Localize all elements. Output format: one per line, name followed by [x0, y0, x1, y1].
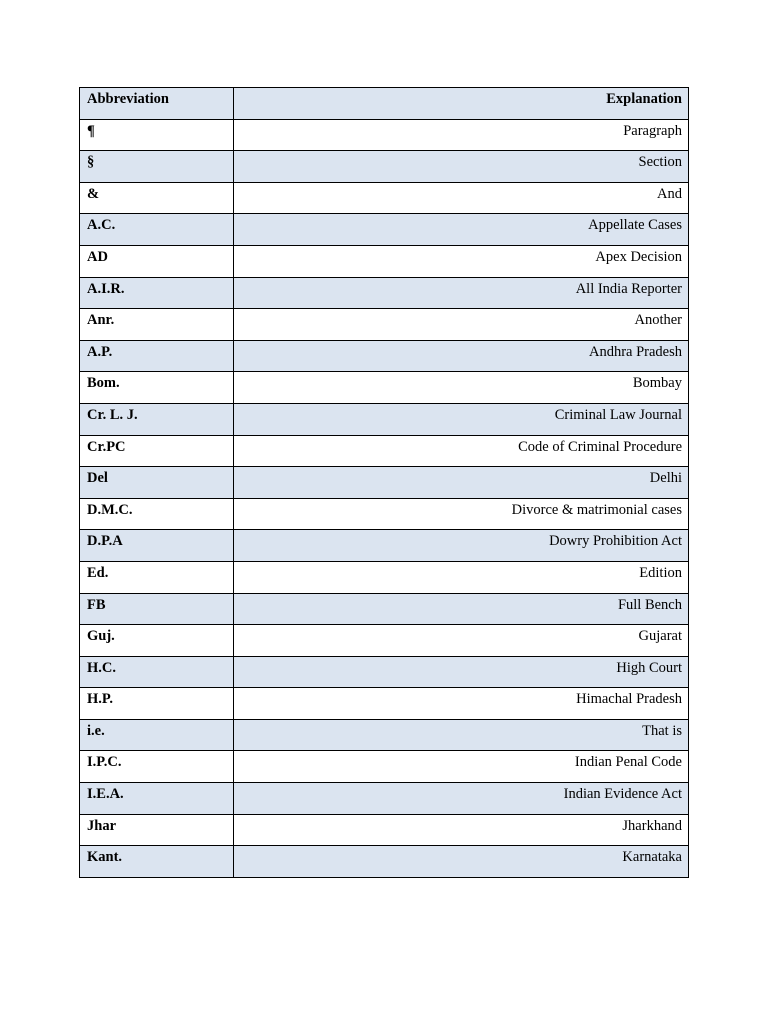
table-row: [80, 561, 689, 593]
abbreviation-text: ¶: [87, 122, 95, 139]
abbreviation-cell: [80, 561, 234, 593]
explanation-cell: [234, 688, 689, 720]
abbreviation-text: Bom.: [87, 375, 120, 392]
table-row: [80, 846, 689, 878]
abbreviation-cell: [80, 688, 234, 720]
explanation-cell: [234, 403, 689, 435]
abbreviation-cell: [80, 783, 234, 815]
table-row: [80, 467, 689, 499]
explanation-cell: [234, 814, 689, 846]
explanation-text: All India Reporter: [575, 280, 682, 297]
abbreviation-cell: [80, 435, 234, 467]
explanation-text: High Court: [616, 659, 682, 676]
abbreviation-text: D.M.C.: [87, 501, 133, 518]
abbreviation-text: Anr.: [87, 312, 115, 329]
explanation-text: Indian Evidence Act: [563, 786, 682, 803]
table-row: [80, 688, 689, 720]
explanation-cell: [234, 372, 689, 404]
abbreviation-cell: [80, 593, 234, 625]
table-row: [80, 403, 689, 435]
explanation-column-header: Explanation: [234, 88, 689, 120]
explanation-text: Himachal Pradesh: [576, 691, 682, 708]
explanation-cell: [234, 435, 689, 467]
abbreviation-text: I.E.A.: [87, 786, 124, 803]
abbreviation-cell: [80, 403, 234, 435]
abbreviation-text: A.P.: [87, 343, 113, 360]
explanation-cell: [234, 467, 689, 499]
abbreviation-cell: [80, 309, 234, 341]
abbreviation-cell: [80, 719, 234, 751]
table-row: [80, 309, 689, 341]
explanation-cell: [234, 846, 689, 878]
table-row: [80, 372, 689, 404]
abbreviation-text: Kant.: [87, 849, 123, 866]
table-row: [80, 814, 689, 846]
explanation-cell: [234, 656, 689, 688]
abbreviation-cell: [80, 530, 234, 562]
table-header-row: [80, 88, 689, 120]
abbreviation-text: i.e.: [87, 722, 105, 739]
abbreviation-text: Guj.: [87, 628, 115, 645]
explanation-cell: [234, 561, 689, 593]
table-row: [80, 340, 689, 372]
explanation-text: Indian Penal Code: [574, 754, 682, 771]
explanation-cell: [234, 751, 689, 783]
abbreviation-text: H.P.: [87, 691, 114, 708]
table-row: [80, 656, 689, 688]
explanation-text: Criminal Law Journal: [554, 406, 682, 423]
explanation-text: Full Bench: [617, 596, 682, 613]
explanation-text: Another: [634, 312, 682, 329]
explanation-text: And: [657, 185, 682, 202]
explanation-cell: [234, 245, 689, 277]
abbreviation-table: [79, 87, 689, 878]
abbreviation-text: A.I.R.: [87, 280, 125, 297]
table-row: [80, 719, 689, 751]
abbreviation-text: FB: [87, 596, 106, 613]
abbreviation-cell: [80, 467, 234, 499]
explanation-text: Andhra Pradesh: [588, 343, 682, 360]
abbreviation-column-header: Abbreviation: [80, 88, 234, 120]
abbreviation-text: A.C.: [87, 217, 116, 234]
explanation-cell: [234, 214, 689, 246]
table-row: [80, 751, 689, 783]
explanation-cell: [234, 277, 689, 309]
abbreviation-cell: [80, 656, 234, 688]
explanation-cell: [234, 119, 689, 151]
explanation-cell: [234, 309, 689, 341]
abbreviation-cell: [80, 814, 234, 846]
explanation-text: Jharkhand: [622, 817, 682, 834]
table-row: [80, 435, 689, 467]
abbreviation-cell: [80, 151, 234, 183]
abbreviation-cell: [80, 372, 234, 404]
explanation-cell: [234, 182, 689, 214]
explanation-text: Karnataka: [622, 849, 682, 866]
abbreviation-cell: [80, 214, 234, 246]
table-row: [80, 182, 689, 214]
abbreviation-cell: [80, 751, 234, 783]
explanation-text: Paragraph: [623, 122, 682, 139]
explanation-text: Section: [638, 154, 682, 171]
table-row: [80, 277, 689, 309]
abbreviation-text: H.C.: [87, 659, 116, 676]
table-row: [80, 214, 689, 246]
explanation-text: Delhi: [649, 470, 682, 487]
explanation-text: Divorce & matrimonial cases: [511, 501, 682, 518]
explanation-cell: [234, 340, 689, 372]
table-row: [80, 119, 689, 151]
explanation-text: Apex Decision: [595, 248, 682, 265]
table-row: [80, 783, 689, 815]
abbreviation-text: D.P.A: [87, 533, 123, 550]
abbreviation-cell: [80, 245, 234, 277]
explanation-cell: [234, 719, 689, 751]
abbreviation-cell: [80, 119, 234, 151]
table-row: [80, 593, 689, 625]
explanation-cell: [234, 498, 689, 530]
abbreviation-text: Ed.: [87, 564, 109, 581]
abbreviation-text: Cr.PC: [87, 438, 126, 455]
explanation-cell: [234, 593, 689, 625]
explanation-cell: [234, 783, 689, 815]
table-row: [80, 245, 689, 277]
abbreviation-cell: [80, 498, 234, 530]
explanation-cell: [234, 625, 689, 657]
table-row: [80, 530, 689, 562]
abbreviation-text: §: [87, 154, 95, 171]
abbreviation-cell: [80, 277, 234, 309]
abbreviation-text: Del: [87, 470, 108, 487]
table-row: [80, 151, 689, 183]
explanation-text: Code of Criminal Procedure: [518, 438, 682, 455]
abbreviation-text: AD: [87, 248, 108, 265]
explanation-text: Dowry Prohibition Act: [549, 533, 682, 550]
explanation-cell: [234, 151, 689, 183]
abbreviation-cell: [80, 846, 234, 878]
table-row: [80, 498, 689, 530]
abbreviation-text: &: [87, 185, 100, 202]
explanation-text: Appellate Cases: [588, 217, 682, 234]
explanation-text: Gujarat: [638, 628, 682, 645]
abbreviation-cell: [80, 182, 234, 214]
explanation-text: That is: [642, 722, 682, 739]
abbreviation-cell: [80, 340, 234, 372]
abbreviation-cell: [80, 625, 234, 657]
table-row: [80, 625, 689, 657]
explanation-text: Bombay: [632, 375, 682, 392]
abbreviation-text: Cr. L. J.: [87, 406, 138, 423]
abbreviation-text: Jhar: [87, 817, 116, 834]
table-body: [80, 119, 689, 877]
explanation-text: Edition: [639, 564, 682, 581]
abbreviation-text: I.P.C.: [87, 754, 122, 771]
explanation-cell: [234, 530, 689, 562]
